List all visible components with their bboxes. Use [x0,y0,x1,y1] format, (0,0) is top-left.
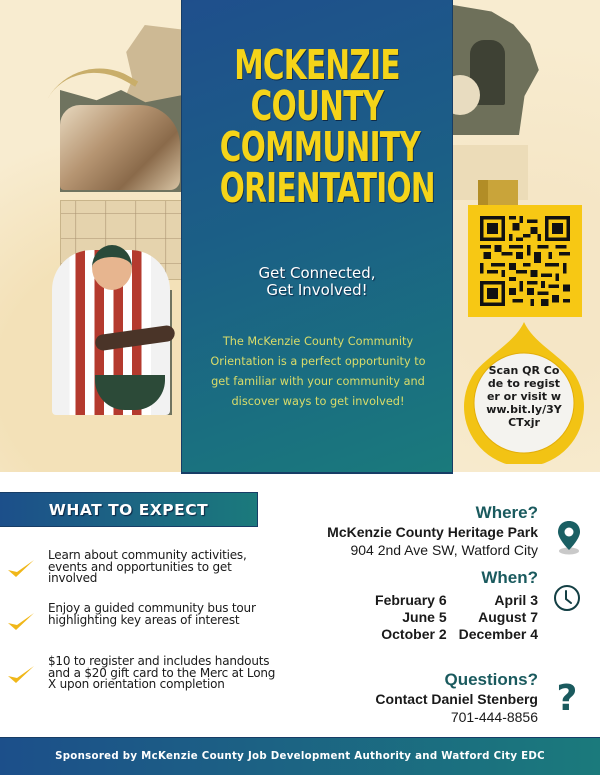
tagline-line: Get Involved! [266,281,368,299]
contact-name: Contact Daniel Stenberg [375,691,538,707]
venue-name: McKenzie County Heritage Park [327,524,538,540]
title-line: COMMUNITY [219,123,421,171]
session-date: April 3 [494,592,538,608]
expect-item-text: Enjoy a guided community bus tour highlighting key areas of interest [48,601,256,627]
session-date: August 7 [478,609,538,625]
contact-phone: 701-444-8856 [450,709,538,725]
expect-item-text: Learn about community activities, events and opportunities to get involved [48,548,247,585]
questions-section [375,670,538,726]
chef-head-image [92,245,132,290]
clock-icon [553,584,581,612]
session-dates [375,592,538,643]
what-to-expect-heading: WHAT TO EXPECT [48,500,209,519]
when-section [481,568,538,588]
map-pin-icon [556,520,582,556]
tagline-line: Get Connected, [258,264,376,282]
title-line: ORIENTATION [219,164,435,212]
expect-item-text: $10 to register and includes handouts and a $20 gift card to the Merc at Long X upon orientation completion [48,654,276,691]
hero-panel [181,0,453,474]
where-heading: Where? [475,503,538,522]
longhorn-cattle-image [60,105,180,190]
questions-heading: Questions? [444,670,538,689]
event-title [219,41,435,212]
register-callout [463,322,585,464]
checkmark-icon [6,558,36,580]
tagline [182,265,452,299]
books-image [478,180,518,205]
session-date: December 4 [458,626,538,642]
sponsor-text: Sponsored by McKenzie County Job Development Authority and Watford City EDC [55,751,545,762]
when-heading: When? [481,568,538,587]
event-description: The McKenzie County Community Orientation is a perfect opportunity to get familiar with your community and discover ways to get involved! [210,335,426,408]
register-instructions: Scan QR Code to register or visit www.bit.ly/3YCTxjr [486,364,562,429]
session-date: February 6 [375,592,447,608]
expect-item [0,603,290,655]
qr-code-icon [480,215,570,307]
question-mark-icon: ? [556,678,578,719]
sponsor-footer [0,737,600,775]
expect-item [0,550,290,602]
session-date: October 2 [381,626,447,642]
qr-code-box[interactable] [468,205,582,317]
session-date: June 5 [402,609,447,625]
checkmark-icon [6,611,36,633]
checkmark-icon [6,664,36,686]
expect-list [0,550,290,727]
venue-address: 904 2nd Ave SW, Watford City [350,542,538,558]
title-line: MCKENZIE [234,41,400,89]
what-to-expect-banner [0,492,258,527]
where-section [327,503,538,559]
expect-item [0,656,290,726]
title-line: COUNTY [250,82,384,130]
